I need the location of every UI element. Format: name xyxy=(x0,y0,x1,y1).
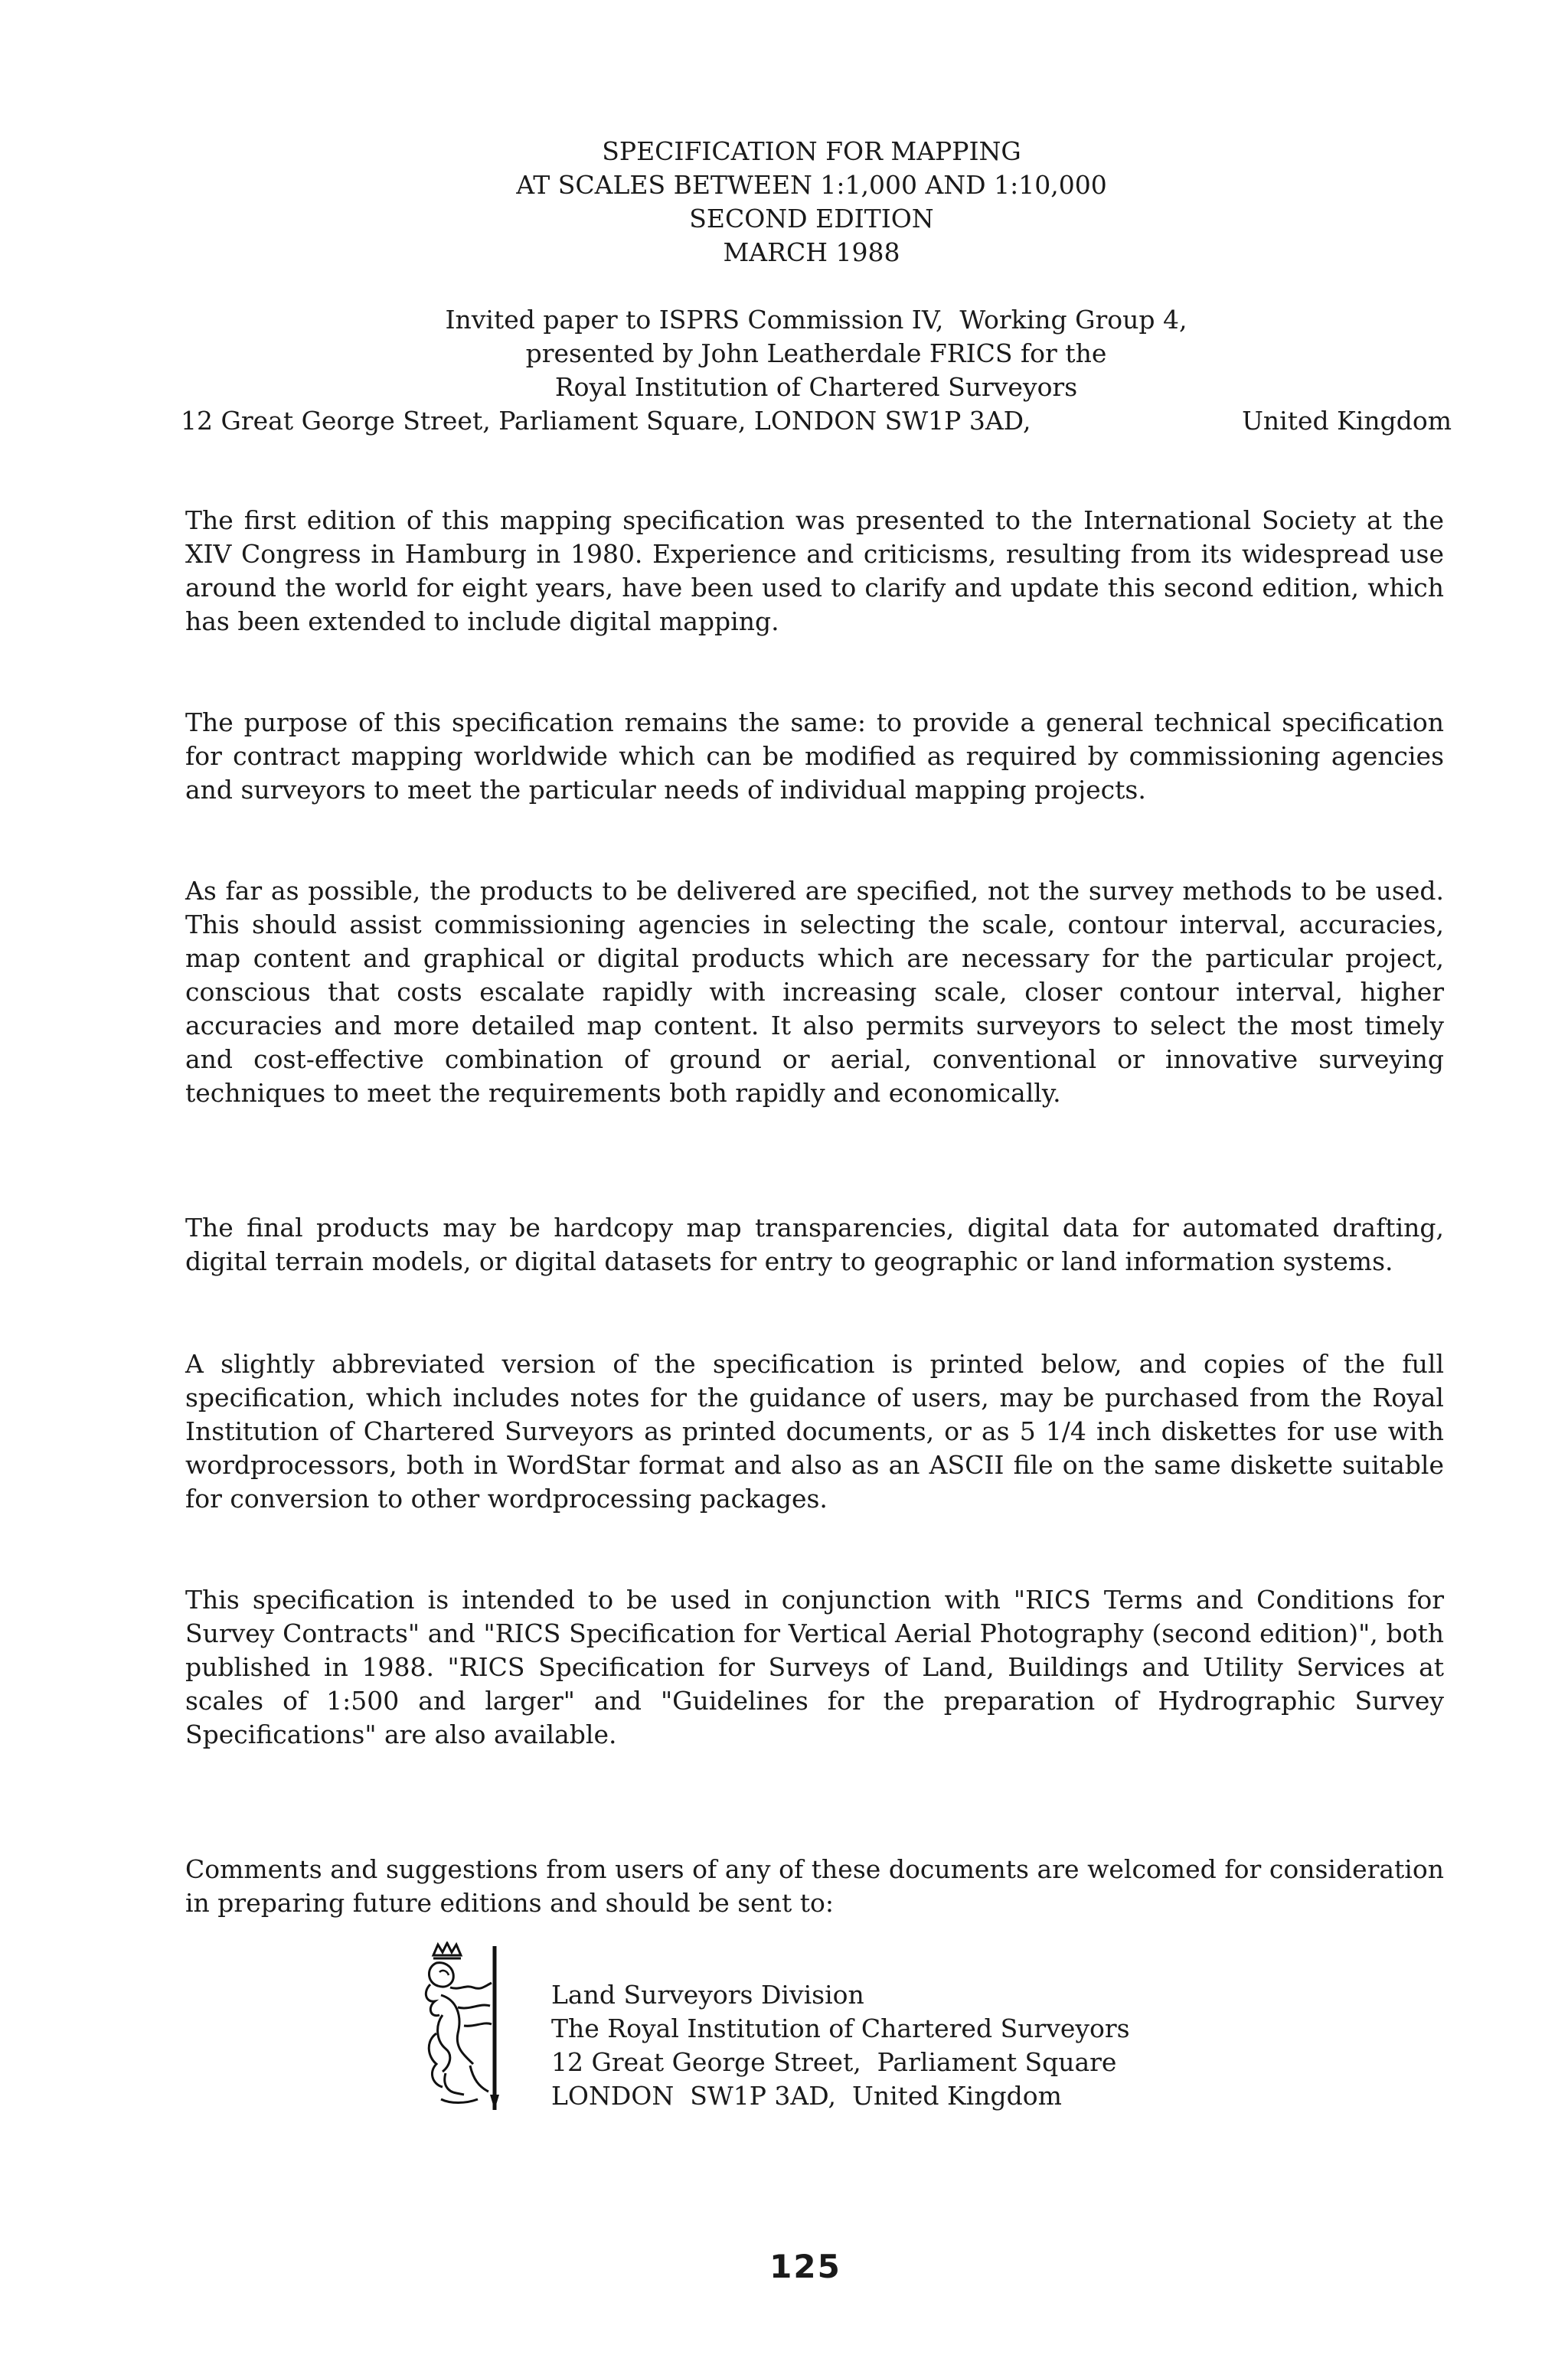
paragraph: The first edition of this mapping specification was presented to the International Society at the XIV Congress in Hamburg in 1980. Experience and criticisms, resulting from its widespread use around the world for eight years, have been used to clarify and update this second edition, which has been extended to include digital mapping. xyxy=(185,505,1444,636)
title-line: SPECIFICATION FOR MAPPING xyxy=(602,136,1021,166)
author-block xyxy=(181,303,1452,438)
address-line: Land Surveyors Division xyxy=(551,1980,864,2010)
author-line: presented by John Leatherdale FRICS for the xyxy=(525,338,1107,368)
author-line: Invited paper to ISPRS Commission IV, Working Group 4, xyxy=(445,305,1187,335)
author-country: United Kingdom xyxy=(1242,406,1452,436)
page-number: 125 xyxy=(769,2248,841,2285)
address-line: LONDON SW1P 3AD, United Kingdom xyxy=(551,2081,1062,2111)
title-line: MARCH 1988 xyxy=(723,237,900,267)
author-line: Royal Institution of Chartered Surveyors xyxy=(554,372,1078,402)
title-line: SECOND EDITION xyxy=(689,204,934,234)
author-address: 12 Great George Street, Parliament Square, LONDON SW1P 3AD, xyxy=(181,406,1031,436)
paragraph: Comments and suggestions from users of any of these documents are welcomed for consideration in preparing future editions and should be sent to: xyxy=(185,1854,1444,1918)
contact-address xyxy=(551,1978,1130,2113)
address-line: 12 Great George Street, Parliament Square xyxy=(551,2047,1117,2077)
paragraph: As far as possible, the products to be delivered are specified, not the survey methods to be used. This should assist commissioning agencies in selecting the scale, contour interval, accuracies, map content and graphical or digital products which are necessary for the particular project, conscious that costs escalate rapidly with increasing scale, closer contour interval, higher accuracies and more detailed map content. It also permits surveyors to select the most timely and cost-effective combination of ground or aerial, conventional or innovative surveying techniques to meet the requirements both rapidly and economically. xyxy=(185,876,1444,1108)
paragraph: The final products may be hardcopy map transparencies, digital data for automated drafting, digital terrain models, or digital datasets for entry to geographic or land information systems. xyxy=(185,1213,1444,1276)
rics-lion-emblem-icon xyxy=(420,1942,511,2113)
title-line: AT SCALES BETWEEN 1:1,000 AND 1:10,000 xyxy=(516,170,1107,200)
paragraph: This specification is intended to be used in conjunction with "RICS Terms and Conditions for Survey Contracts" and "RICS Specification for Vertical Aerial Photography (second edition)", both published in 1988. "RICS Specification for Surveys of Land, Buildings and Utility Services at scales of 1:500 and larger" and "Guidelines for the preparation of Hydrographic Survey Specifications" are also available. xyxy=(185,1585,1444,1749)
paragraph: The purpose of this specification remains the same: to provide a general technical specification for contract mapping worldwide which can be modified as required by commissioning agencies and surveyors to meet the particular needs of individual mapping projects. xyxy=(185,707,1444,805)
document-title xyxy=(0,135,1568,269)
address-line: The Royal Institution of Chartered Surveyors xyxy=(551,2013,1130,2043)
author-address-line xyxy=(181,404,1452,438)
paragraph: A slightly abbreviated version of the specification is printed below, and copies of the full specification, which includes notes for the guidance of users, may be purchased from the Royal Institution of Chartered Surveyors as printed documents, or as 5 1/4 inch diskettes for use with wordprocessors, both in WordStar format and also as an ASCII file on the same diskette suitable for conversion to other wordprocessing packages. xyxy=(185,1349,1444,1514)
